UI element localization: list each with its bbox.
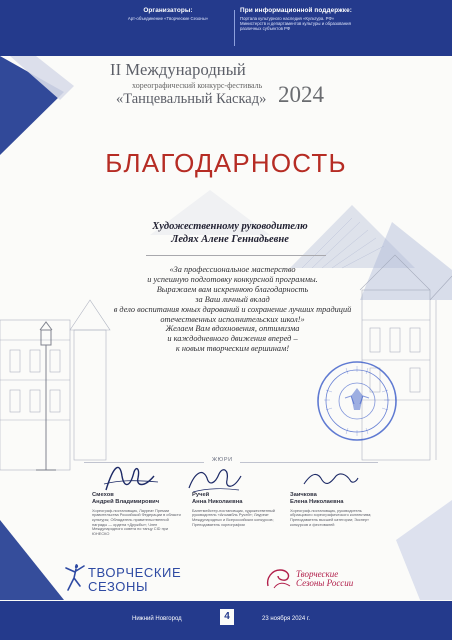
message-line: отечественных исполнительских школ!» (160, 314, 305, 324)
certificate-title: БЛАГОДАРНОСТЬ (105, 148, 347, 178)
jury-member-desc: Хореограф-постановщик, Лауреат Премии правительства Российской Федерации в области культуры; Обладатель правительственной награды — ордена «Дружбы»; Член Международного совета по танцу CID при ЮНЕСКО (92, 507, 181, 537)
message-line: за Ваш личный вклад (195, 294, 270, 304)
jury-rule-right (240, 462, 378, 463)
message-line: «За профессиональное мастерство (169, 265, 296, 274)
jury-member-name: Елена Николаевна (290, 498, 344, 505)
header-banner (0, 0, 452, 56)
creative-seasons-logo (88, 566, 181, 594)
official-seal (316, 360, 398, 442)
seasons-russia-logo-icon (264, 566, 294, 590)
support-heading: При информационной поддержке: (240, 7, 352, 14)
seasons-russia-logo (296, 570, 353, 588)
organizers-heading: Организаторы: (143, 7, 193, 14)
footer-city: Нижний Новгород (132, 616, 182, 622)
message-text (95, 265, 370, 354)
signature-2 (185, 462, 245, 496)
recipient-line-2: Ледях Алене Геннадьевне (171, 234, 289, 245)
festival-line-3: «Танцевальный Каскад» (116, 91, 267, 107)
festival-line-1: II Международный (110, 60, 246, 79)
recipient (100, 220, 360, 246)
jury-member-desc: Балетмейстер-постановщик, художественный руководитель «Ансамбль Ручей»; Лауреат Международных и Всероссийских конкурсов; Преподаватель хореографии (192, 507, 275, 527)
message-line: и успешную подготовку конкурсной программы. (147, 274, 318, 284)
logo-right-line-1: Творческие (296, 569, 339, 579)
jury-heading: ЖЮРИ (212, 457, 233, 463)
festival-year: 2024 (278, 82, 324, 107)
banner-divider (234, 10, 235, 46)
recipient-line-1: Художественному руководителю (152, 221, 308, 232)
support-line: Министерств и департаментов культуры и образования (240, 21, 351, 27)
jury-member-surname: Заичкова (290, 492, 317, 498)
jury-member (92, 492, 184, 537)
jury-member-name: Андрей Владимирович (92, 498, 160, 505)
logo-left-line-2: СЕЗОНЫ (88, 579, 149, 594)
festival-line-2: хореографический конкурс-фестиваль (132, 81, 263, 90)
message-line: Желаем Вам вдохновения, оптимизма (165, 324, 300, 334)
festival-title (110, 60, 360, 108)
organizers-block (108, 7, 228, 21)
jury-member-name: Анна Николаевна (192, 498, 243, 505)
signature-3 (300, 466, 360, 494)
message-line: к новым творческим вершинам! (175, 344, 290, 354)
message-line: и каждодневного движения вперед – (167, 334, 298, 344)
organizers-text: Арт-объединение «Творческие Сезоны» (127, 16, 209, 21)
jury-member (290, 492, 382, 527)
jury-member (192, 492, 284, 527)
dancer-logo-icon (64, 562, 86, 592)
support-line: различных субъектов РФ (240, 26, 291, 32)
message-line: Выражаем вам искреннюю благодарность (156, 284, 309, 294)
logo-right-line-2: Сезоны России (296, 578, 354, 588)
logo-left-line-1: ТВОРЧЕСКИЕ (88, 565, 182, 580)
footer-page-badge: 4 (220, 609, 234, 625)
message-line: в дело воспитания юных дарований и сохранение лучших традиций (113, 304, 352, 314)
signature-1 (100, 458, 160, 496)
footer-date: 23 ноября 2024 г. (262, 616, 310, 622)
recipient-underline (146, 255, 326, 256)
jury-member-surname: Ручей (192, 492, 210, 498)
support-line: Портала культурного наследия «Культура. РФ» (240, 16, 335, 21)
support-block (240, 7, 440, 32)
jury-member-desc: Хореограф-постановщик, руководитель образцового хореографического коллектива; Преподаватель высшей категории; Эксперт конкурсов и фестивалей (290, 507, 372, 527)
jury-member-surname: Смехов (92, 492, 114, 498)
footer-banner (0, 601, 452, 640)
